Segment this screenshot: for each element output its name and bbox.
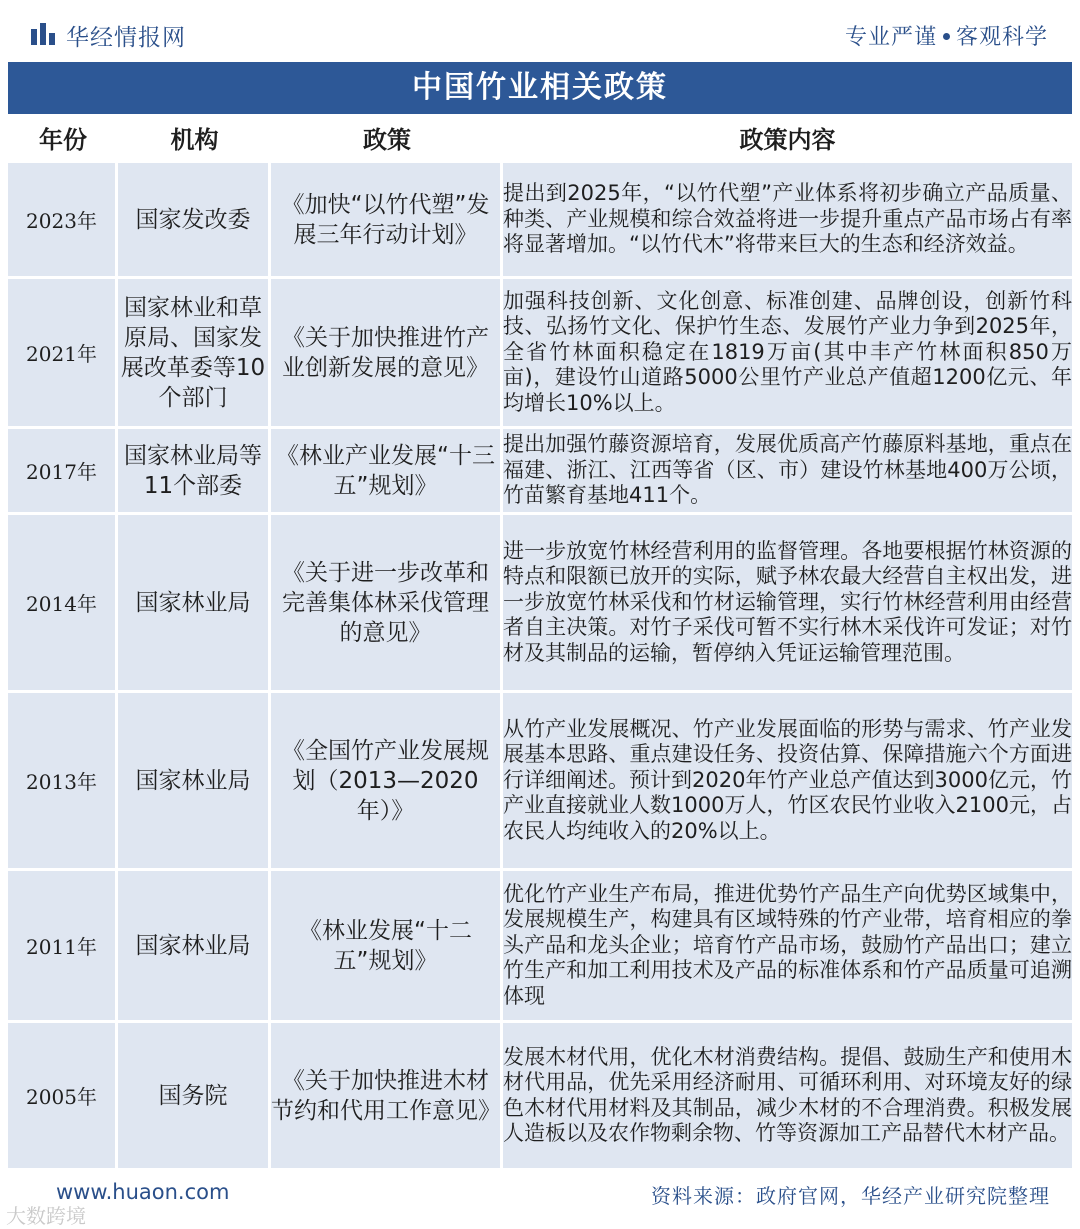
content-cell: 提出加强竹藤资源培育，发展优质高产竹藤原料基地，重点在福建、浙江、江西等省（区、市）建设竹林基地400万公顷，竹苗繁育基地411个。 bbox=[503, 429, 1072, 515]
slogan-left: 专业严谨 bbox=[844, 25, 937, 50]
org-cell: 国家林业和草原局、国家发展改革委等10个部门 bbox=[118, 279, 271, 429]
brand-logo bbox=[30, 20, 186, 50]
year-cell: 2014年 bbox=[8, 515, 118, 693]
page-header bbox=[0, 0, 1080, 60]
website-link[interactable]: www.huaon.com bbox=[56, 1180, 230, 1204]
column-header-year: 年份 bbox=[8, 114, 118, 163]
content-cell: 加强科技创新、文化创意、标准创建、品牌创设，创新竹科技、弘扬竹文化、保护竹生态、发展竹产业力争到2025年，全省竹林面积稳定在1819万亩(其中丰产竹林面积850万亩)，建设竹山道路5000公里竹产业总产值超1200亿元、年均增长10%以上。 bbox=[503, 279, 1072, 429]
table-row bbox=[8, 1023, 1072, 1171]
column-header-content: 政策内容 bbox=[503, 114, 1072, 163]
org-cell: 国家林业局 bbox=[118, 693, 271, 871]
org-cell: 国家林业局 bbox=[118, 871, 271, 1023]
policy-table bbox=[8, 114, 1072, 1171]
year-cell: 2013年 bbox=[8, 693, 118, 871]
policy-cell: 《全国竹产业发展规划（2013—2020年）》 bbox=[271, 693, 503, 871]
policy-cell: 《林业产业发展“十三五”规划》 bbox=[271, 429, 503, 515]
content-cell: 从竹产业发展概况、竹产业发展面临的形势与需求、竹产业发展基本思路、重点建设任务、投资估算、保障措施六个方面进行详细阐述。预计到2020年竹产业总产值达到3000亿元，竹产业直接就业人数1000万人，竹区农民竹业收入2100元，占农民人均纯收入的20%以上。 bbox=[503, 693, 1072, 871]
brand-name: 华经情报网 bbox=[66, 24, 186, 51]
org-cell: 国务院 bbox=[118, 1023, 271, 1171]
content-cell: 优化竹产业生产布局，推进优势竹产品生产向优势区域集中，发展规模生产，构建具有区域特殊的竹产业带，培育相应的拳头产品和龙头企业；培育竹产品市场，鼓励竹产品出口；建立竹生产和加工利用技术及产品的标准体系和竹产品质量可追溯体现 bbox=[503, 871, 1072, 1023]
column-header-policy: 政策 bbox=[271, 114, 503, 163]
table-row bbox=[8, 279, 1072, 429]
year-cell: 2005年 bbox=[8, 1023, 118, 1171]
content-cell: 进一步放宽竹林经营利用的监督管理。各地要根据竹林资源的特点和限额已放开的实际，赋予林农最大经营自主权出发，进一步放宽竹林采伐和竹材运输管理，实行竹林经营利用由经营者自主决策。对竹子采伐可暂不实行林木采伐许可发证；对竹材及其制品的运输，暂停纳入凭证运输管理范围。 bbox=[503, 515, 1072, 693]
year-cell: 2021年 bbox=[8, 279, 118, 429]
org-cell: 国家林业局等11个部委 bbox=[118, 429, 271, 515]
table-row bbox=[8, 871, 1072, 1023]
table-title: 中国竹业相关政策 bbox=[8, 62, 1072, 114]
table-row bbox=[8, 693, 1072, 871]
year-cell: 2023年 bbox=[8, 163, 118, 279]
policy-cell: 《关于加快推进竹产业创新发展的意见》 bbox=[271, 279, 503, 429]
policy-cell: 《关于加快推进木材节约和代用工作意见》 bbox=[271, 1023, 503, 1171]
page-footer bbox=[0, 1170, 1080, 1228]
table-row bbox=[8, 429, 1072, 515]
table-header-row bbox=[8, 114, 1072, 163]
column-header-org: 机构 bbox=[118, 114, 271, 163]
year-cell: 2011年 bbox=[8, 871, 118, 1023]
slogan bbox=[845, 20, 1048, 51]
table-row bbox=[8, 515, 1072, 693]
source-note: 资料来源：政府官网，华经产业研究院整理 bbox=[651, 1184, 1050, 1208]
bar-chart-logo-icon bbox=[30, 23, 56, 47]
slogan-right: 客观科学 bbox=[955, 25, 1048, 50]
org-cell: 国家发改委 bbox=[118, 163, 271, 279]
policy-cell: 《关于进一步改革和完善集体林采伐管理的意见》 bbox=[271, 515, 503, 693]
policy-cell: 《林业发展“十二五”规划》 bbox=[271, 871, 503, 1023]
table-row bbox=[8, 163, 1072, 279]
content-cell: 提出到2025年，“以竹代塑”产业体系将初步确立产品质量、种类、产业规模和综合效益将进一步提升重点产品市场占有率将显著增加。“以竹代木”将带来巨大的生态和经济效益。 bbox=[503, 163, 1072, 279]
watermark: 大数跨境 bbox=[6, 1204, 86, 1228]
dot-separator-icon bbox=[943, 33, 950, 40]
org-cell: 国家林业局 bbox=[118, 515, 271, 693]
content-cell: 发展木材代用，优化木材消费结构。提倡、鼓励生产和使用木材代用品，优先采用经济耐用、可循环利用、对环境友好的绿色木材代用材料及其制品，减少木材的不合理消费。积极发展人造板以及农作物剩余物、竹等资源加工产品替代木材产品。 bbox=[503, 1023, 1072, 1171]
year-cell: 2017年 bbox=[8, 429, 118, 515]
policy-cell: 《加快“以竹代塑”发展三年行动计划》 bbox=[271, 163, 503, 279]
